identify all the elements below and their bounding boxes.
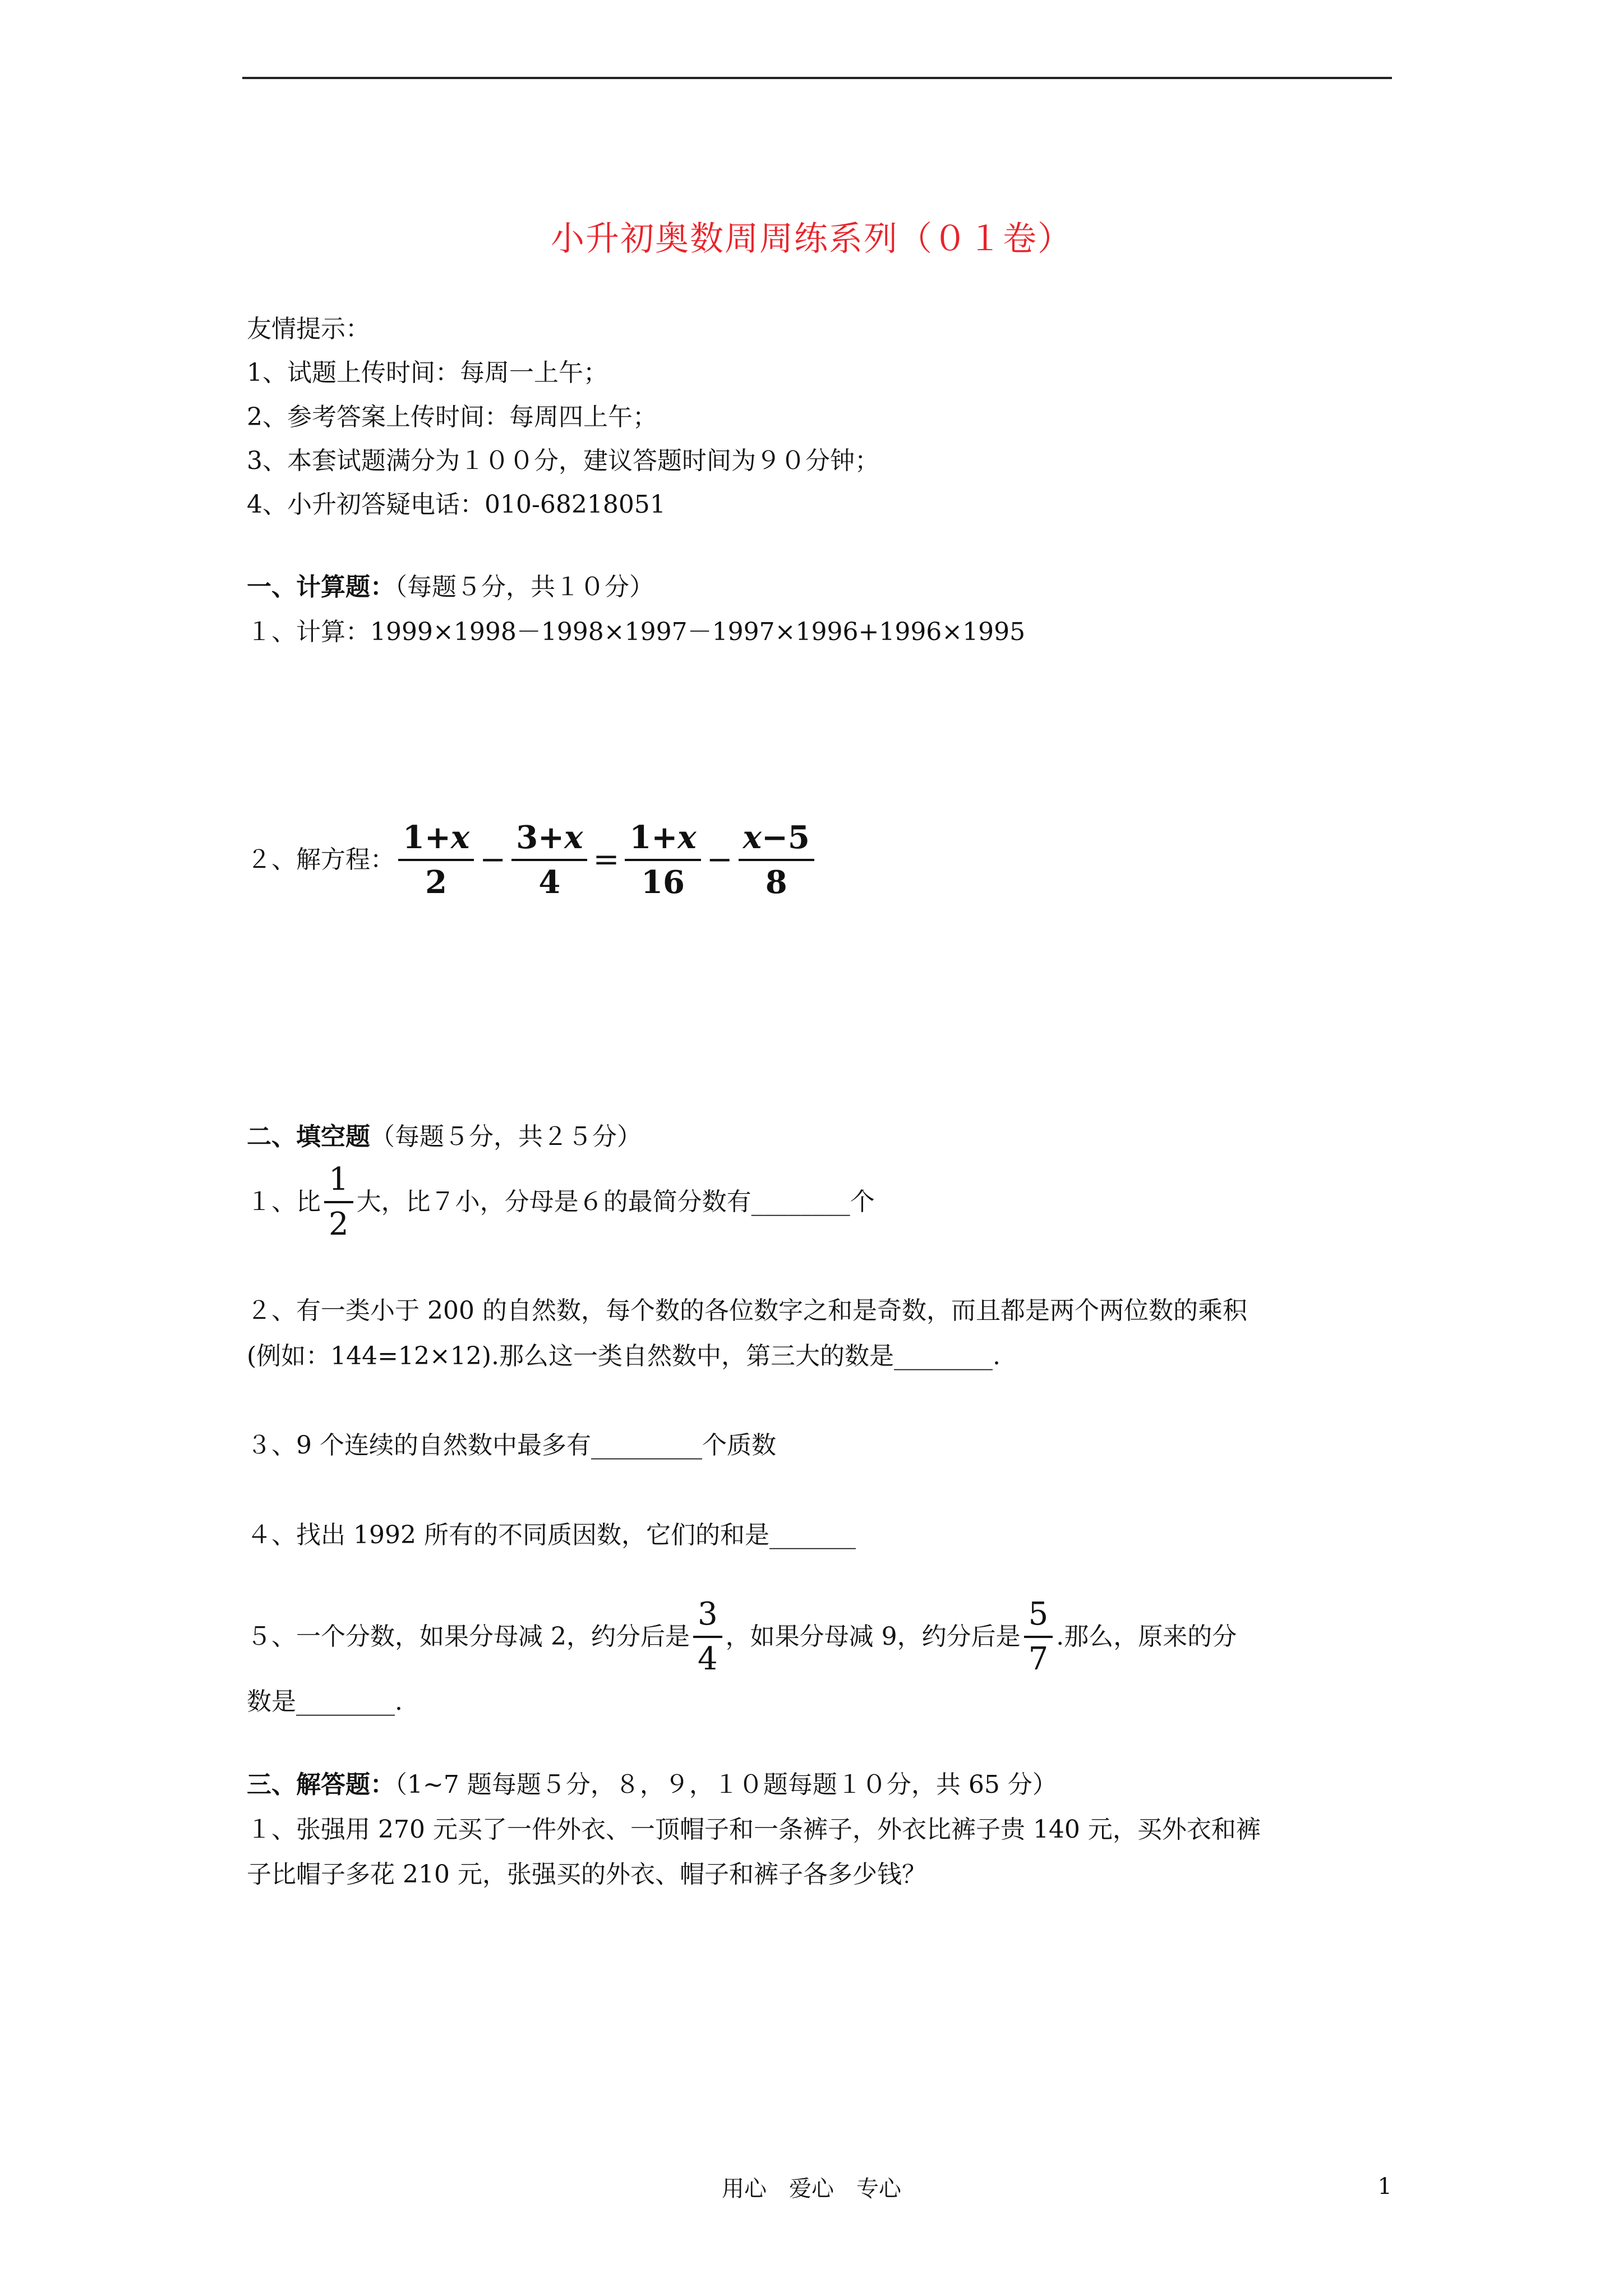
equation-fraction-4 bbox=[739, 819, 814, 901]
section2-heading: 二、填空题 bbox=[247, 1122, 370, 1151]
fraction-3-denominator: 16 bbox=[641, 864, 685, 901]
equation-fraction-3 bbox=[625, 819, 700, 901]
fraction-1-numerator: 1+x bbox=[398, 822, 474, 861]
tip-item-2: 2、参考答案上传时间：每周四上午； bbox=[247, 403, 657, 431]
section2-question-1 bbox=[247, 1161, 875, 1243]
section2-question-5-line-1 bbox=[247, 1596, 1237, 1677]
section2-question-5-line-2: 数是________. bbox=[247, 1687, 403, 1716]
question-1-fraction bbox=[324, 1161, 353, 1243]
question-5-part-1: ５、一个分数，如果分母减 2，约分后是 bbox=[247, 1622, 690, 1651]
section1-question-1: １、计算：1999×1998－1998×1997－1997×1996+1996×1995 bbox=[247, 618, 1026, 646]
section3-header bbox=[247, 1770, 1057, 1799]
section1-note: （每题５分，共１０分） bbox=[395, 573, 654, 601]
equation-operator-2: = bbox=[593, 841, 620, 878]
question-5-part-3: .那么，原来的分 bbox=[1056, 1622, 1237, 1651]
page-title: 小升初奥数周周练系列（０１卷） bbox=[551, 219, 1072, 259]
section2-header bbox=[247, 1122, 642, 1151]
tip-item-1: 1、试题上传时间：每周一上午； bbox=[247, 358, 608, 387]
section2-question-3: ３、9 个连续的自然数中最多有_________个质数 bbox=[247, 1431, 776, 1460]
question-5-fraction-1 bbox=[693, 1596, 722, 1677]
equation-operator-1: − bbox=[479, 841, 506, 878]
question-1-suffix: 大，比７小，分母是６的最简分数有________个 bbox=[356, 1188, 875, 1216]
question-2-label: ２、解方程： bbox=[247, 845, 395, 874]
section3-question-1-line-1: １、张强用 270 元买了一件外衣、一顶帽子和一条裤子，外衣比裤子贵 140 元，买外衣和裤 bbox=[247, 1815, 1261, 1844]
section2-note: （每题５分，共２５分） bbox=[370, 1122, 642, 1151]
tip-item-3: 3、本套试题满分为１００分，建议答题时间为９０分钟； bbox=[247, 447, 879, 475]
tips-heading: 友情提示： bbox=[247, 315, 370, 343]
fraction-2-denominator: 4 bbox=[538, 864, 561, 901]
equation-operator-3: − bbox=[706, 841, 733, 878]
question-5-fraction-2-denominator: 7 bbox=[1028, 1641, 1049, 1677]
page-number: 1 bbox=[1377, 2174, 1392, 2200]
fraction-4-numerator: x−5 bbox=[739, 822, 814, 861]
question-5-fraction-2-numerator: 5 bbox=[1024, 1599, 1053, 1638]
section1-question-2 bbox=[247, 819, 818, 901]
tip-item-4: 4、小升初答疑电话：010-68218051 bbox=[247, 490, 666, 519]
question-5-fraction-1-numerator: 3 bbox=[693, 1599, 722, 1638]
header-rule bbox=[242, 77, 1392, 79]
section2-question-4: ４、找出 1992 所有的不同质因数，它们的和是_______ bbox=[247, 1521, 856, 1549]
fraction-4-denominator: 8 bbox=[765, 864, 787, 901]
question-1-fraction-denominator: 2 bbox=[329, 1206, 349, 1243]
section3-heading: 三、解答题： bbox=[247, 1770, 395, 1799]
equation-fraction-1 bbox=[398, 819, 474, 901]
equation-fraction-2 bbox=[511, 819, 587, 901]
question-5-fraction-1-denominator: 4 bbox=[697, 1641, 718, 1677]
question-5-part-2: ，如果分母减 9，约分后是 bbox=[725, 1622, 1021, 1651]
section1-header bbox=[247, 575, 654, 600]
question-5-fraction-2 bbox=[1024, 1596, 1053, 1677]
fraction-2-numerator: 3+x bbox=[511, 822, 587, 861]
question-1-fraction-numerator: 1 bbox=[324, 1164, 353, 1203]
section2-question-2-line-1: ２、有一类小于 200 的自然数，每个数的各位数字之和是奇数，而且都是两个两位数的乘积 bbox=[247, 1296, 1247, 1325]
fraction-3-numerator: 1+x bbox=[625, 822, 700, 861]
section2-question-2-line-2: (例如：144=12×12).那么这一类自然数中，第三大的数是________. bbox=[247, 1342, 1000, 1370]
section3-note: （1~7 题每题５分，８，９，１０题每题１０分，共 65 分） bbox=[395, 1770, 1057, 1799]
question-1-prefix: １、比 bbox=[247, 1188, 321, 1216]
page-footer: 用心 爱心 专心 bbox=[722, 2176, 901, 2202]
fraction-1-denominator: 2 bbox=[425, 864, 448, 901]
section3-question-1-line-2: 子比帽子多花 210 元，张强买的外衣、帽子和裤子各多少钱？ bbox=[247, 1860, 926, 1889]
section1-heading: 一、计算题： bbox=[247, 573, 395, 601]
